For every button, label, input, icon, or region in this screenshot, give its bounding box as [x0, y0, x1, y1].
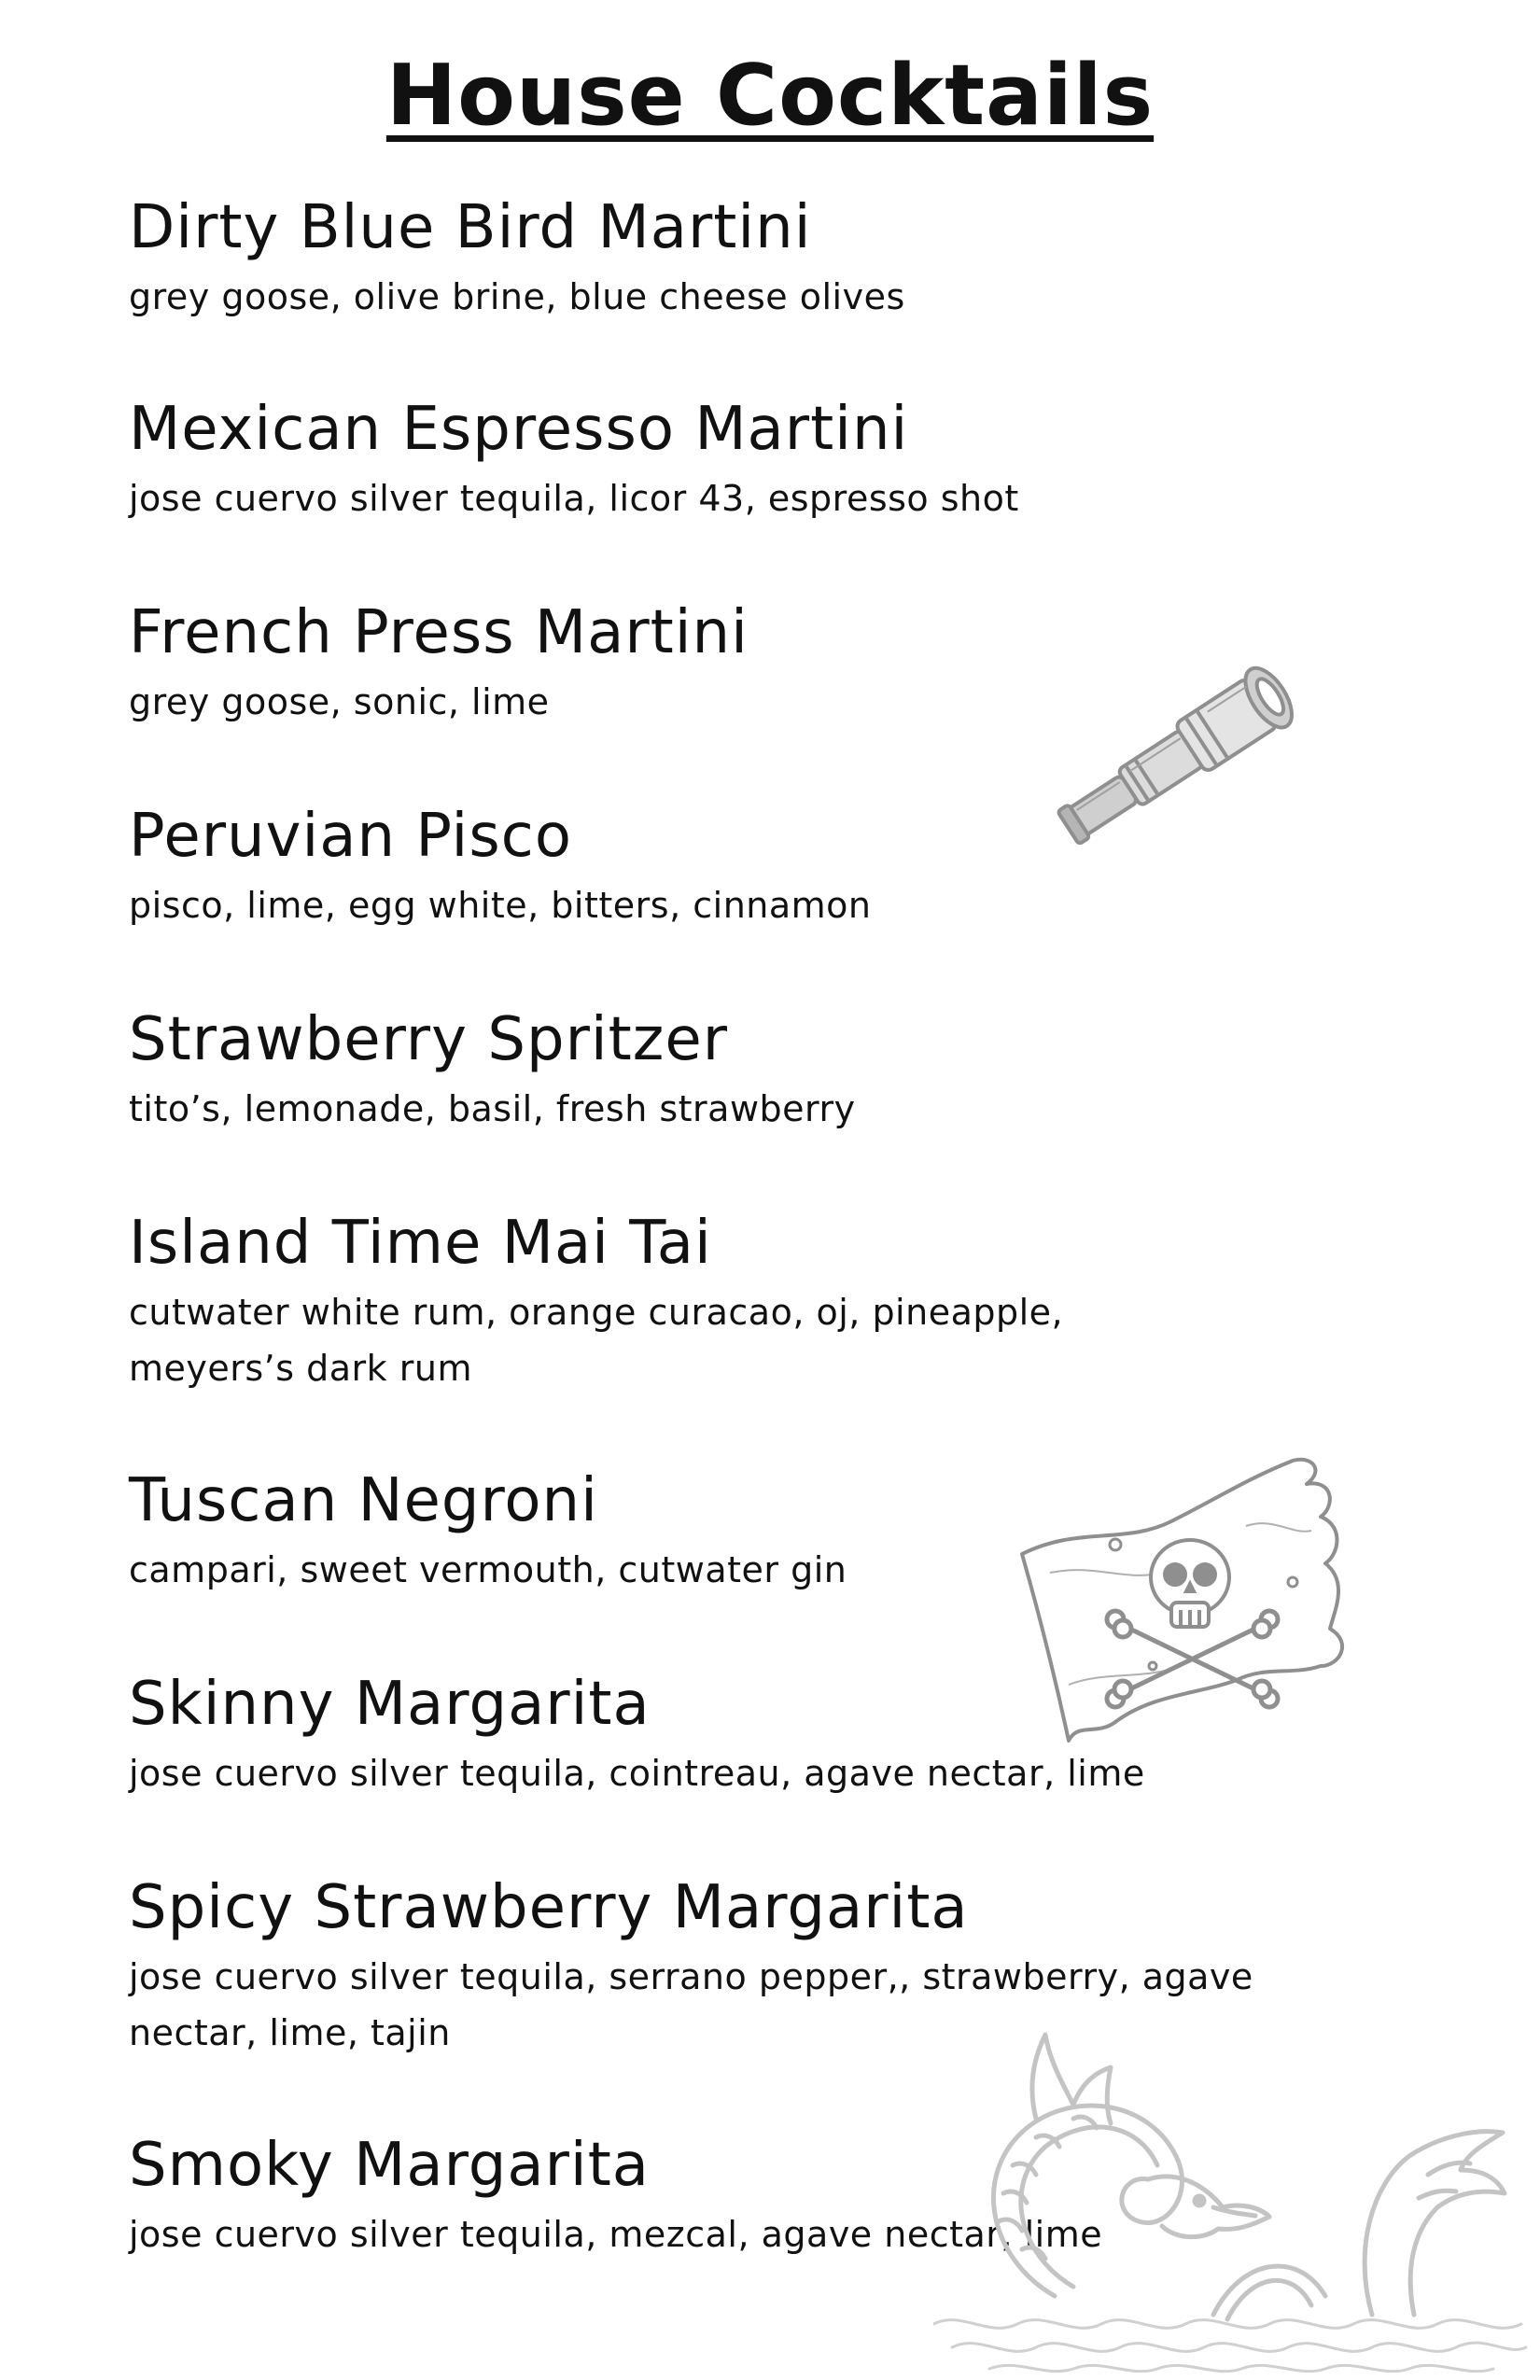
- item-description: grey goose, olive brine, blue cheese olives: [129, 276, 905, 317]
- item-description: cutwater white rum, orange curacao, oj, pineapple, meyers’s dark rum: [129, 1292, 1064, 1389]
- item-name: Mexican Espresso Martini: [129, 395, 909, 464]
- item-description: tito’s, lemonade, basil, fresh strawberry: [129, 1088, 856, 1129]
- item-description: grey goose, sonic, lime: [129, 681, 550, 722]
- item-description: jose cuervo silver tequila, serrano pepper,, strawberry, agave nectar, lime, tajin: [129, 1956, 1253, 2053]
- item-description: jose cuervo silver tequila, cointreau, agave nectar, lime: [129, 1753, 1145, 1794]
- menu-item: [129, 1202, 1342, 1396]
- item-description: pisco, lime, egg white, bitters, cinnamon: [129, 885, 872, 926]
- item-name: French Press Martini: [129, 598, 749, 667]
- menu-item: [129, 388, 1342, 526]
- sea-serpent-icon: [933, 2016, 1531, 2380]
- item-name: Skinny Margarita: [129, 1670, 651, 1739]
- item-name: Tuscan Negroni: [129, 1466, 598, 1535]
- item-name: Peruvian Pisco: [129, 802, 572, 871]
- menu-item: [129, 187, 1342, 325]
- menu-item: [129, 999, 1342, 1137]
- item-description: jose cuervo silver tequila, mezcal, agave nectar, lime: [129, 2214, 1103, 2255]
- pirate-flag-icon: [1013, 1442, 1367, 1759]
- item-name: Spicy Strawberry Margarita: [129, 1873, 969, 1942]
- item-name: Strawberry Spritzer: [129, 1005, 729, 1074]
- item-name: Island Time Mai Tai: [129, 1209, 712, 1278]
- item-description: campari, sweet vermouth, cutwater gin: [129, 1549, 847, 1590]
- item-description: jose cuervo silver tequila, licor 43, espresso shot: [129, 478, 1019, 519]
- item-name: Dirty Blue Bird Martini: [129, 193, 812, 262]
- page-title: [0, 45, 1540, 147]
- spyglass-icon: [1036, 644, 1325, 868]
- item-name: Smoky Margarita: [129, 2131, 650, 2200]
- page-title-text: House Cocktails: [385, 47, 1155, 145]
